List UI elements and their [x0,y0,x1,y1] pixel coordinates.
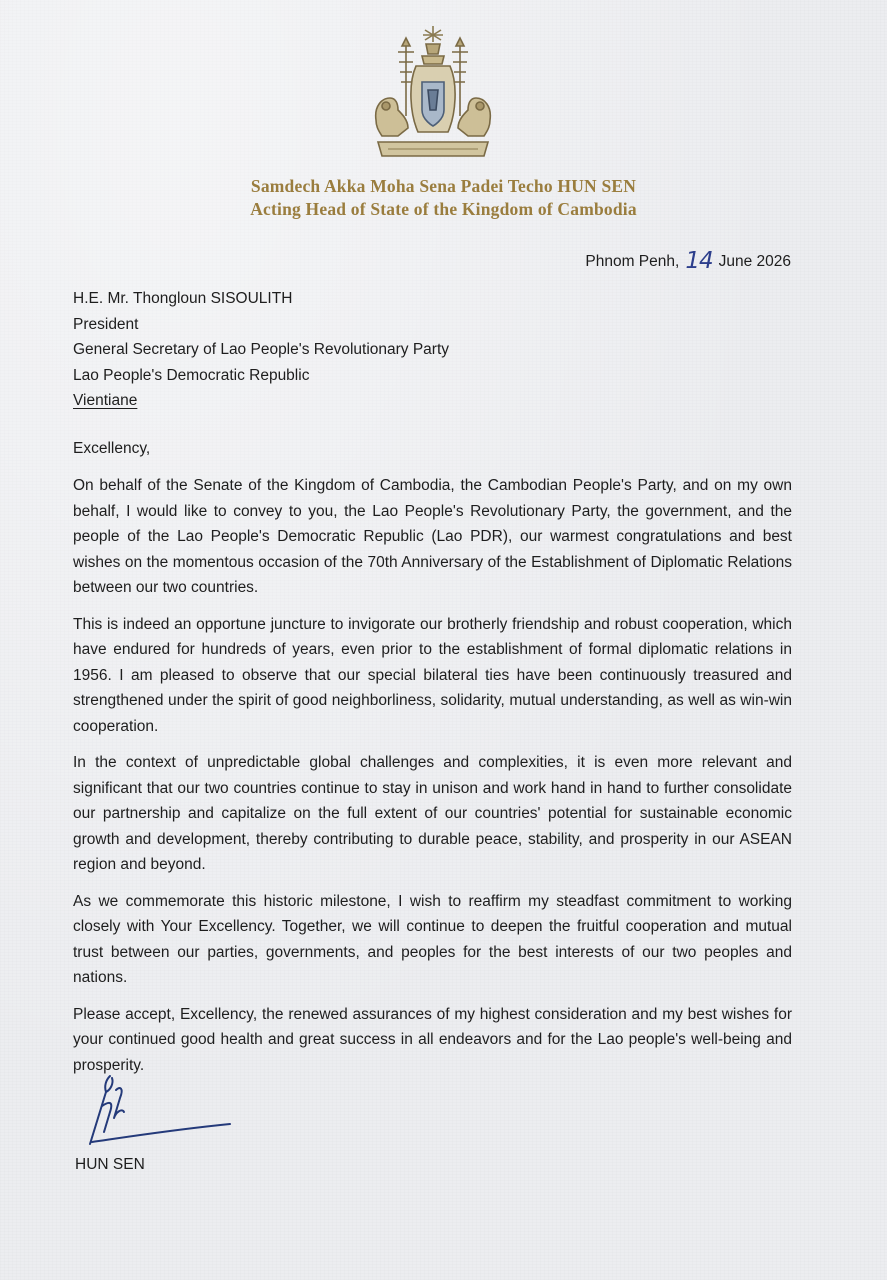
body-paragraph: This is indeed an opportune juncture to invigorate our brotherly friendship and robust cooperation, which have endured for hundreds of years, even prior to the establishment of formal diplomatic relations in 1956. I am pleased to observe that our special bilateral ties have been continuously treasured and strengthened under the spirit of good neighborliness, solidarity, mutual understanding, as well as win-win cooperation. [73,615,792,735]
recipient-city: Vientiane [73,392,138,409]
recipient-country: Lao People's Democratic Republic [73,366,310,384]
recipient-title: President [73,315,139,333]
handwritten-signature-icon [80,1072,240,1152]
recipient-name: H.E. Mr. Thongloun SISOULITH [73,290,293,307]
dateline-place: Phnom Penh, [585,253,680,270]
body-paragraph: On behalf of the Senate of the Kingdom of Cambodia, the Cambodian People's Party, and on my own behalf, I would like to convey to you, the Lao People's Revolutionary Party, the government, and the people of the Lao People's Democratic Republic (Lao PDR), our warmest congratulations and best wishes on the momentous occasion of the 70th Anniversary of the Establishment of Diplomatic Relations between our two countries. [73,477,792,596]
royal-coat-of-arms-icon [368,24,498,164]
letterhead-title: Acting Head of State of the Kingdom of Cambodia [250,199,637,219]
salutation: Excellency, [73,440,151,457]
letter-body [73,473,792,1089]
recipient-role: General Secretary of Lao People's Revolutionary Party [73,341,450,358]
body-paragraph: In the context of unpredictable global challenges and complexities, it is even more relevant and significant that our two countries continue to stay in unison and work hand in hand to further consolidate our partnership and capitalize on the full extent of our countries' potential for sustainable economic growth and development, thereby contributing to durable peace, stability, and prosperity in our ASEAN region and beyond. [73,754,792,873]
signer-name: HUN SEN [75,1156,145,1173]
dateline [585,246,791,272]
body-paragraph: Please accept, Excellency, the renewed assurances of my highest consideration and my best wishes for your continued good health and great success in all endeavors and for the Lao people's well-being and prosperity. [73,1005,792,1074]
dateline-month-year: June 2026 [718,253,791,270]
letterhead-name: Samdech Akka Moha Sena Padei Techo HUN SEN [250,176,637,196]
dateline-day-handwritten: 14 [685,248,713,274]
recipient-address-block [73,286,449,414]
body-paragraph: As we commemorate this historic milestone, I wish to reaffirm my steadfast commitment to working closely with Your Excellency. Together, we will continue to deepen the fruitful cooperation and mutual trust between our parties, governments, and peoples for the best interests of our two peoples and nations. [73,892,792,986]
